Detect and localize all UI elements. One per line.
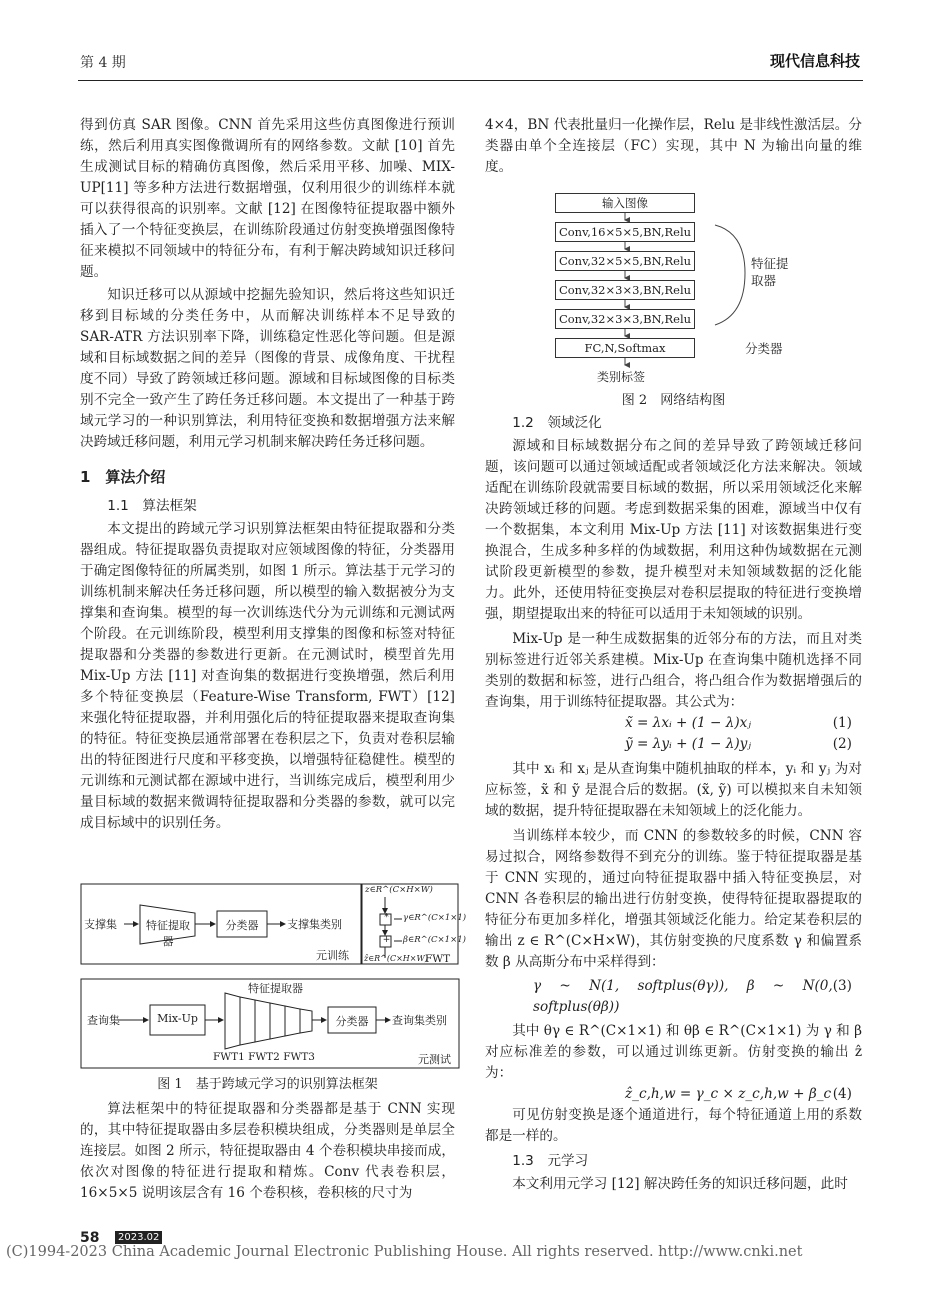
fwt-layer <box>270 1003 285 1039</box>
z-output-label: ẑ∈R^(C×H×W) <box>364 954 428 963</box>
fwt-label: FWT <box>425 953 451 965</box>
extractor-label-2: 特征提取器 <box>248 982 303 995</box>
journal-title: 现代信息科技 <box>769 52 860 70</box>
figure-1 <box>80 883 467 1070</box>
figure-1-diagram <box>80 883 461 1070</box>
issue-badge: 2023.02 <box>115 1231 162 1244</box>
mixup-label: Mix-Up <box>157 1012 198 1025</box>
figure-1-caption: 图 1 基于跨域元学习的识别算法框架 <box>157 1077 378 1092</box>
conv2-box: Conv,32×5×5,BN,Relu <box>555 251 695 271</box>
extractor-brace <box>715 225 745 325</box>
extractor-label: 特征提取器 <box>751 256 789 288</box>
conv1-box: Conv,16×5×5,BN,Relu <box>555 222 695 242</box>
fc-box: FC,N,Softmax <box>555 338 695 358</box>
conv3-box: Conv,32×3×3,BN,Relu <box>555 280 695 300</box>
fwt3-layer <box>285 1006 300 1036</box>
right-column <box>485 115 862 178</box>
paragraph: 当训练样本较少，而 CNN 的参数较多的时候，CNN 容易过拟合，网络参数得不到充分的训练。鉴于特征提取器是基于 CNN 实现的，通过向特征提取器中插入特征变换层，对 CNN 各卷积层的输出进行仿射变换，使得特征提取器提取的特征分布更加多样化，增强其领域泛化能力。给定某卷积层的输出 z ∈ R^(C×H×W)，其仿射变换的尺度系数 γ 和偏置系数 β 从高斯分布中采样得到： <box>485 828 862 970</box>
classifier-label-2: 分类器 <box>335 1015 369 1028</box>
fwt-frame <box>362 884 458 964</box>
section-heading: 1 算法介绍 <box>80 468 166 486</box>
extractor-label: 特征提取器 <box>146 919 190 948</box>
subsection-heading: 1.2 领域泛化 <box>512 415 602 431</box>
class-label-text: 类别标签 <box>597 370 646 384</box>
paragraph: Mix-Up 是一种生成数据集的近邻分布的方法，而且对类别标签进行近邻关系建模。Mix-Up 在查询集中随机选择不同类别的数据和标签，进行凸组合，将凸组合作为数据增强后的查询集，用于训练特征提取器。其公式为： <box>485 631 862 710</box>
subsection-heading: 1.1 算法框架 <box>107 498 197 514</box>
paragraph: 知识迁移可以从源域中挖掘先验知识，然后将这些知识迁移到目标域的分类任务中，从而解决训练样本不足导致的 SAR-ATR 方法识别率下降，训练稳定性恶化等问题。但是源域和目标域数据之间的差异（图像的背景、成像角度、干扰程度不同）导致了跨领域迁移问题。源域和目标域图像的目标类别不完全一致产生了跨任务迁移问题。本文提出了一种基于跨域元学习的一种识别算法，利用特征变换和数据增强方法来解决跨域迁移问题，利用元学习机制来解决跨任务迁移问题。 <box>80 287 455 450</box>
support-set-label: 支撑集 <box>84 918 117 931</box>
issue-number: 第 4 期 <box>80 55 126 71</box>
conv4-box: Conv,32×3×3,BN,Relu <box>555 309 695 329</box>
input-image-box: 输入图像 <box>555 193 695 213</box>
header-rule <box>78 80 863 81</box>
equation-3: γ ~ N(1, softplus(θγ)), β ~ N(0, softplus(θβ)) (3) <box>533 978 852 1015</box>
fwt-layer-labels: FWT1 FWT2 FWT3 <box>213 1051 315 1063</box>
subsection-heading: 1.3 元学习 <box>512 1153 589 1169</box>
fwt-layer <box>300 1009 312 1033</box>
add-symbol: + <box>382 935 391 945</box>
paragraph: 其中 θγ ∈ R^(C×1×1) 和 θβ ∈ R^(C×1×1) 为 γ 和 β 对应标准差的参数，可以通过训练更新。仿射变换的输出 ẑ 为： <box>485 1023 862 1081</box>
paragraph: 本文利用元学习 [12] 解决跨任务的知识迁移问题，此时 <box>512 1176 848 1192</box>
equation-4: ẑ_c,h,w = γ_c × z_c,h,w + β_c (4) <box>625 1086 852 1102</box>
copyright-notice: (C)1994-2023 China Academic Journal Electronic Publishing House. All rights reserved. http://www.cnki.net <box>6 1244 803 1260</box>
paragraph: 本文提出的跨域元学习识别算法框架由特征提取器和分类器组成。特征提取器负责提取对应领域图像的特征，分类器用于确定图像特征的所属类别，如图 1 所示。算法基于元学习的训练机制来解决任务迁移问题，所以模型的输入数据被分为支撑集和查询集。模型的每一次训练迭代分为元训练和元测试两个阶段。在元训练阶段，模型利用支撑集的图像和标签对特征提取器和分类器的参数进行更新。在元测试时，模型首先用 Mix-Up 方法 [11] 对查询集的数据进行变换增强，然后利用多个特征变换层（Feature-Wise Transform, FWT）[12] 来强化特征提取器，并利用强化后的特征提取器来提取查询集的特征。特征变换层通常部署在卷积层之下，负责对卷积层输出的特征图进行尺度和平移变换，以增强特征稳健性。模型的元训练和元测试都在源域中进行，当训练完成后，模型利用少量目标域的数据来微调特征提取器和分类器的参数，就可以完成目标域中的识别任务。 <box>80 521 455 831</box>
fwt2-layer <box>255 1000 270 1042</box>
query-set-label: 查询集 <box>87 1014 120 1027</box>
query-class-label: 查询集类别 <box>392 1014 447 1027</box>
page-number: 58 <box>80 1230 100 1246</box>
equation-1: x̃ = λxᵢ + (1 − λ)xⱼ (1) <box>625 715 852 731</box>
z-input-label: z∈R^(C×H×W) <box>365 885 433 895</box>
fwt1-layer <box>225 993 240 1049</box>
paragraph: 4×4，BN 代表批量归一化操作层，Relu 是非线性激活层。分类器由单个全连接层（FC）实现，其中 N 为输出向量的维度。 <box>485 117 862 175</box>
paragraph: 可见仿射变换是逐个通道进行，每个特征通道上用的系数都是一样的。 <box>485 1107 862 1144</box>
paragraph: 算法框架中的特征提取器和分类器都是基于 CNN 实现的，其中特征提取器由多层卷积模块组成，分类器则是单层全连接层。如图 2 所示，特征提取器由 4 个卷积模块串接而成，依次对图像的特征进行提取和精炼。Conv 代表卷积层，16×5×5 说明该层含有 16 个卷积核，卷积核的尺寸为 <box>80 1101 455 1201</box>
classifier-label: 分类器 <box>745 341 783 356</box>
meta-test-label: 元测试 <box>418 1053 451 1066</box>
fwt-layer <box>240 997 255 1045</box>
paragraph: 得到仿真 SAR 图像。CNN 首先采用这些仿真图像进行预训练，然后利用真实图像微调所有的网络参数。文献 [10] 首先生成测试目标的精确仿真图像，然后采用平移、加噪、MIX-UP[11] 等多种方法进行数据增强，仅利用很少的训练样本就可以获得很高的识别率。文献 [12] 在图像特征提取器中额外插入了一个特征变换层，在训练阶段通过仿射变换增强图像特征来模拟不同领域中的特征分布，有利于解决跨域知识迁移问题。 <box>80 117 455 280</box>
beta-label: β∈R^(C×1×1) <box>403 935 466 945</box>
figure-2 <box>555 193 815 384</box>
support-class-label: 支撑集类别 <box>287 918 342 931</box>
multiply-symbol: * <box>384 913 389 923</box>
meta-train-label: 元训练 <box>316 949 349 962</box>
left-column <box>80 115 455 834</box>
gamma-label: γ∈R^(C×1×1) <box>403 913 467 923</box>
figure-2-caption: 图 2 网络结构图 <box>621 393 726 408</box>
paragraph: 其中 xᵢ 和 xⱼ 是从查询集中随机抽取的样本，yᵢ 和 yⱼ 为对应标签，x̃ 和 ỹ 是混合后的数据。(x̃, ỹ) 可以模拟来自未知领域的数据，提升特征提取器在未知领域上的泛化能力。 <box>485 761 862 819</box>
equation-2: ỹ = λyᵢ + (1 − λ)yⱼ (2) <box>625 736 852 752</box>
paragraph: 源域和目标域数据分布之间的差异导致了跨领域迁移问题，该问题可以通过领域适配或者领域泛化方法来解决。领域适配在训练阶段就需要目标域的数据，所以采用领域泛化来解决跨领域迁移的问题。考虑到数据采集的困难，源域当中仅有一个数据集，本文利用 Mix-Up 方法 [11] 对该数据集进行变换混合，生成多种多样的伪域数据，利用这种伪域数据在元测试阶段更新模型的参数，提升模型对未知领域数据的泛化能力。此外，还使用特征变换层对卷积层提取的特征进行变换增强，期望提取出来的特征可以适用于未知领域的识别。 <box>485 438 862 622</box>
classifier-label: 分类器 <box>225 919 259 932</box>
